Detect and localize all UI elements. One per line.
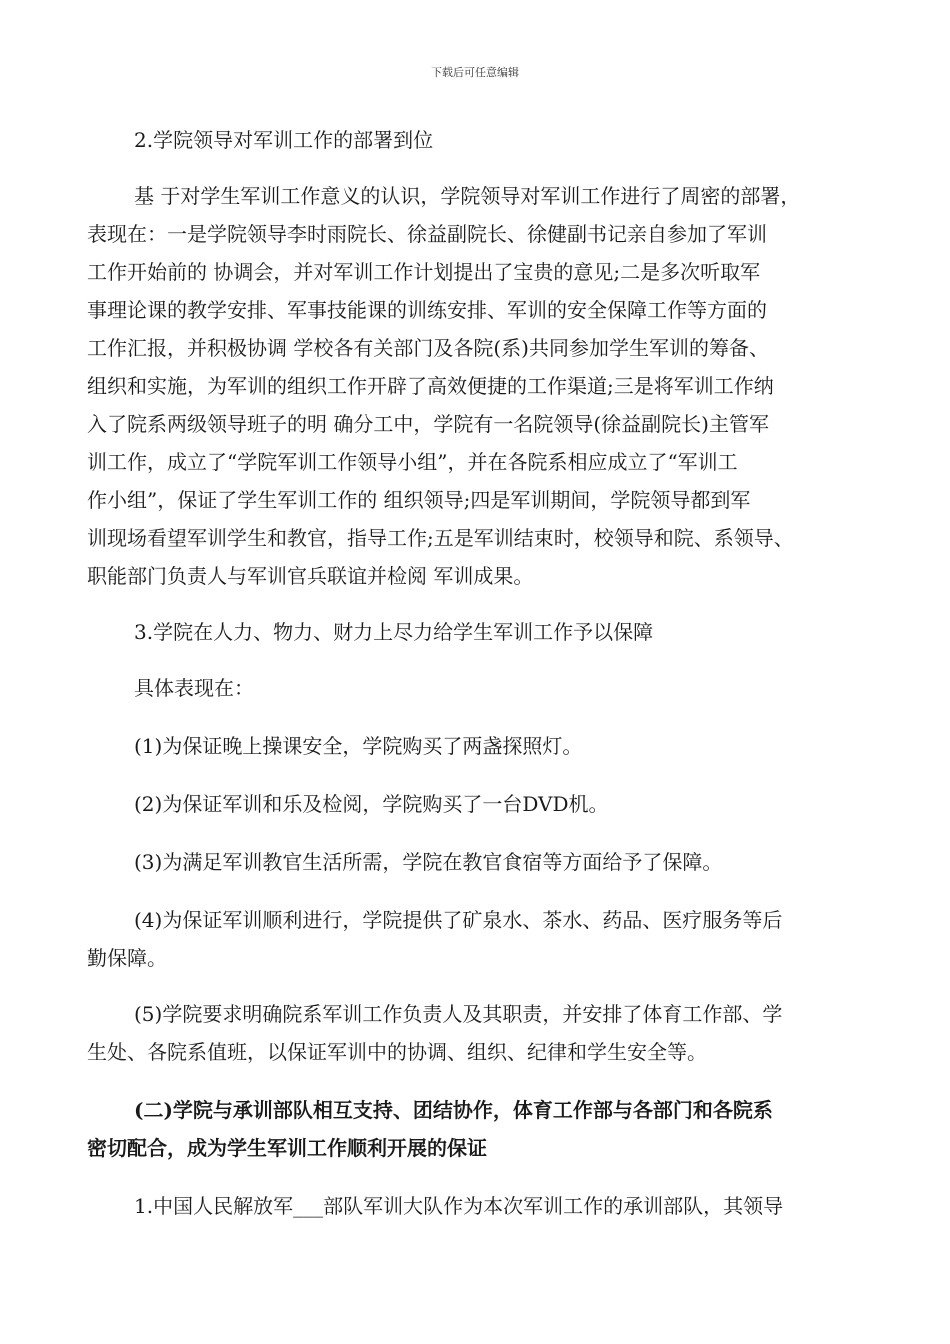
text-line: 勤保障。	[87, 946, 167, 970]
text-line: 训现场看望军训学生和教官，指导工作;五是军训结束时，校领导和院、系领导、	[87, 526, 794, 550]
text-line: 训工作，成立了“学院军训工作领导小组”，并在各院系相应成立了“军训工	[87, 450, 738, 474]
text-line: 工作开始前的 协调会，并对军训工作计划提出了宝贵的意见;二是多次听取军	[87, 260, 761, 284]
text-line: 具体表现在：	[134, 676, 254, 700]
text-line: 生处、各院系值班，以保证军训中的协调、组织、纪律和学生安全等。	[87, 1040, 707, 1064]
header-note: 下载后可任意编辑	[431, 66, 519, 79]
text-line: 职能部门负责人与军训官兵联谊并检阅 军训成果。	[87, 564, 534, 588]
text-line: 入了院系两级领导班子的明 确分工中，学院有一名院领导(徐益副院长)主管军	[87, 412, 769, 436]
text-line: (5)学院要求明确院系军训工作负责人及其职责，并安排了体育工作部、学	[134, 1002, 783, 1026]
text-line: 工作汇报，并积极协调 学校各有关部门及各院(系)共同参加学生军训的筹备、	[87, 336, 769, 360]
text-line: (4)为保证军训顺利进行，学院提供了矿泉水、茶水、药品、医疗服务等后	[134, 908, 783, 932]
text-line: 表现在：一是学院领导李时雨院长、徐益副院长、徐健副书记亲自参加了军训	[87, 222, 767, 246]
text-line: 3.学院在人力、物力、财力上尽力给学生军训工作予以保障	[134, 620, 654, 644]
text-line: 作小组”，保证了学生军训工作的 组织领导;四是军训期间，学院领导都到军	[87, 488, 751, 512]
text-line: (3)为满足军训教官生活所需，学院在教官食宿等方面给予了保障。	[134, 850, 723, 874]
text-line: 组织和实施，为军训的组织工作开辟了高效便捷的工作渠道;三是将军训工作纳	[87, 374, 774, 398]
text-line: 基 于对学生军训工作意义的认识，学院领导对军训工作进行了周密的部署，	[134, 184, 801, 208]
section-heading: (二)学院与承训部队相互支持、团结协作，体育工作部与各部门和各院系	[134, 1098, 773, 1122]
text-line: 事理论课的教学安排、军事技能课的训练安排、军训的安全保障工作等方面的	[87, 298, 767, 322]
text-line: (1)为保证晚上操课安全，学院购买了两盏探照灯。	[134, 734, 583, 758]
text-line: (2)为保证军训和乐及检阅，学院购买了一台DVD机。	[134, 792, 609, 816]
section-heading: 密切配合，成为学生军训工作顺利开展的保证	[87, 1136, 487, 1160]
text-line: 1.中国人民解放军___部队军训大队作为本次军训工作的承训部队，其领导	[134, 1194, 784, 1218]
text-line: 2.学院领导对军训工作的部署到位	[134, 128, 434, 152]
